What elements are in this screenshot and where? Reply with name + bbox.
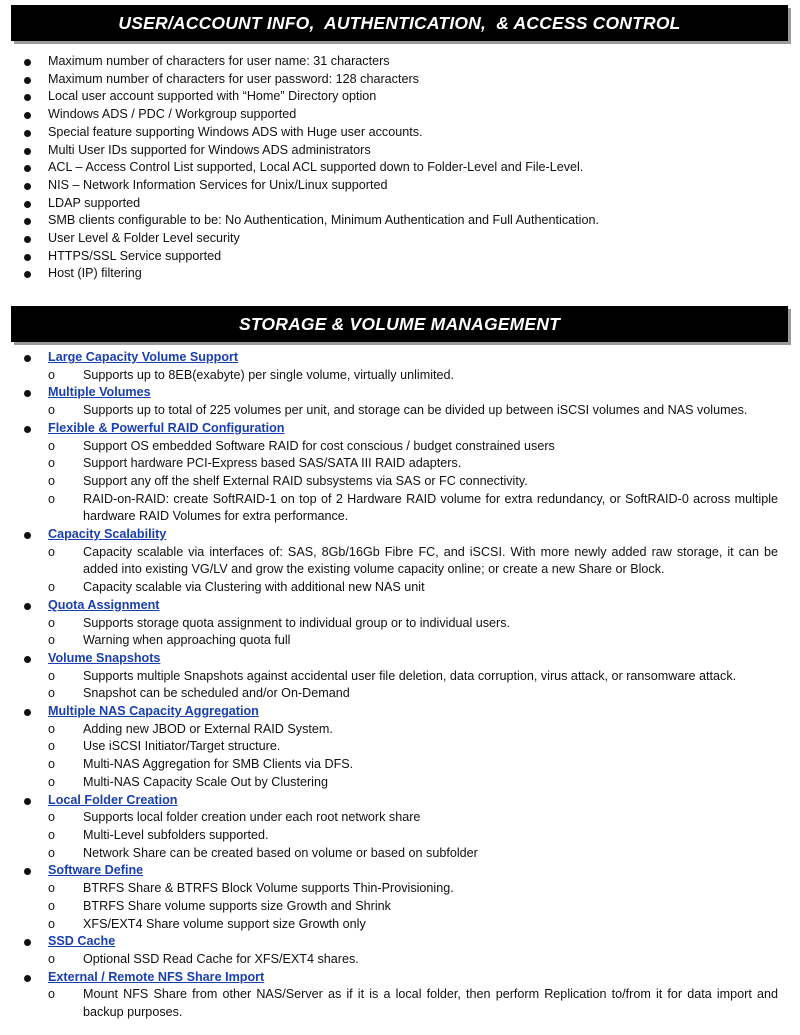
feature-detail-item — [0, 916, 800, 934]
bullet-dot-icon — [24, 183, 31, 190]
list-item-text: ACL – Access Control List supported, Local ACL supported down to Folder-Level and File-Level. — [48, 160, 584, 175]
feature-detail-item — [0, 845, 800, 863]
feature-heading-link[interactable]: Multiple Volumes — [48, 385, 151, 400]
list-item — [0, 248, 800, 266]
feature-detail-item — [0, 491, 800, 526]
sub-bullet-icon: o — [48, 438, 56, 453]
feature-detail-text: Use iSCSI Initiator/Target structure. — [83, 739, 281, 754]
feature-detail-text: Mount NFS Share from other NAS/Server as if it is a local folder, then perform Replication to/from it for data import and backup purposes. — [83, 987, 778, 1020]
feature-detail-text: Capacity scalable via interfaces of: SAS, 8Gb/16Gb Fibre FC, and iSCSI. With more newly added raw storage, it can be added into existing VG/LV and grow the existing volume capacity online; or create a new Share or Block. — [83, 544, 778, 577]
bullet-dot-icon — [24, 218, 31, 225]
feature-detail-item — [0, 438, 800, 456]
feature-detail-item — [0, 880, 800, 898]
feature-detail-text: XFS/EXT4 Share volume support size Growth only — [83, 916, 366, 931]
list-item-text: LDAP supported — [48, 195, 141, 210]
bullet-dot-icon — [24, 939, 31, 946]
feature-detail-text: Supports up to total of 225 volumes per unit, and storage can be divided up between iSCSI volumes and NAS volumes. — [83, 403, 748, 418]
feature-detail-text: Network Share can be created based on volume or based on subfolder — [83, 845, 478, 860]
bullet-dot-icon — [24, 148, 31, 155]
feature-detail-item — [0, 898, 800, 916]
list-item-text: Local user account supported with “Home” Directory option — [48, 89, 377, 104]
feature-detail-item — [0, 986, 800, 1021]
list-item-text: User Level & Folder Level security — [48, 231, 240, 246]
feature-detail-item — [0, 615, 800, 633]
sub-bullet-icon: o — [48, 739, 56, 754]
feature-heading-item — [0, 420, 800, 438]
bullet-dot-icon — [24, 94, 31, 101]
sub-bullet-icon: o — [48, 757, 56, 772]
feature-detail-text: Supports up to 8EB(exabyte) per single volume, virtually unlimited. — [83, 367, 454, 382]
sub-bullet-icon: o — [48, 987, 56, 1002]
feature-heading-item — [0, 703, 800, 721]
bullet-dot-icon — [24, 532, 31, 539]
sub-bullet-icon: o — [48, 810, 56, 825]
list-item-text: NIS – Network Information Services for Unix/Linux supported — [48, 177, 388, 192]
list-item-text: Multi User IDs supported for Windows ADS administrators — [48, 142, 371, 157]
sub-bullet-icon: o — [48, 456, 56, 471]
bullet-dot-icon — [24, 603, 31, 610]
bullet-dot-icon — [24, 77, 31, 84]
feature-detail-text: Support hardware PCI-Express based SAS/SATA III RAID adapters. — [83, 456, 462, 471]
bullet-dot-icon — [24, 201, 31, 208]
list-item-text: Maximum number of characters for user password: 128 characters — [48, 71, 419, 86]
section-title: USER/ACCOUNT INFO, AUTHENTICATION, & ACCESS CONTROL — [118, 12, 681, 33]
feature-detail-item — [0, 402, 800, 420]
sub-bullet-icon: o — [48, 721, 56, 736]
bullet-dot-icon — [24, 426, 31, 433]
sub-bullet-icon: o — [48, 580, 56, 595]
feature-heading-item — [0, 384, 800, 402]
bullet-dot-icon — [24, 709, 31, 716]
sub-bullet-icon: o — [48, 544, 56, 559]
feature-detail-text: Multi-NAS Capacity Scale Out by Clustering — [83, 774, 328, 789]
bullet-dot-icon — [24, 59, 31, 66]
list-item-text: Maximum number of characters for user name: 31 characters — [48, 54, 390, 68]
feature-heading-item — [0, 933, 800, 951]
bullet-dot-icon — [24, 254, 31, 261]
bullet-dot-icon — [24, 112, 31, 119]
bullet-dot-icon — [24, 271, 31, 278]
list-item-text: Host (IP) filtering — [48, 266, 142, 281]
sub-bullet-icon: o — [48, 403, 56, 418]
feature-heading-link[interactable]: SSD Cache — [48, 934, 116, 949]
feature-detail-item — [0, 738, 800, 756]
feature-heading-link[interactable]: Software Define — [48, 863, 144, 878]
bullet-dot-icon — [24, 130, 31, 137]
feature-detail-text: Warning when approaching quota full — [83, 633, 291, 648]
feature-detail-item — [0, 455, 800, 473]
sub-bullet-icon: o — [48, 898, 56, 913]
list-item — [0, 124, 800, 142]
sub-bullet-icon: o — [48, 615, 56, 630]
list-item-text: Special feature supporting Windows ADS with Huge user accounts. — [48, 124, 423, 139]
feature-detail-text: Adding new JBOD or External RAID System. — [83, 721, 333, 736]
feature-detail-item — [0, 809, 800, 827]
feature-heading-link[interactable]: External / Remote NFS Share Import — [48, 969, 265, 984]
feature-detail-text: Snapshot can be scheduled and/or On-Demand — [83, 686, 350, 701]
feature-detail-item — [0, 632, 800, 650]
list-item-text: SMB clients configurable to be: No Authentication, Minimum Authentication and Full Authentication. — [48, 213, 599, 228]
feature-detail-item — [0, 827, 800, 845]
section-title: STORAGE & VOLUME MANAGEMENT — [238, 313, 561, 334]
list-item — [0, 159, 800, 177]
list-item — [0, 177, 800, 195]
sub-bullet-icon: o — [48, 774, 56, 789]
sub-bullet-icon: o — [48, 633, 56, 648]
feature-heading-item — [0, 349, 800, 367]
feature-heading-link[interactable]: Flexible & Powerful RAID Configuration — [48, 420, 285, 435]
list-item — [0, 88, 800, 106]
feature-detail-text: Supports storage quota assignment to individual group or to individual users. — [83, 615, 511, 630]
bullet-dot-icon — [24, 390, 31, 397]
feature-heading-item — [0, 526, 800, 544]
list-item — [0, 195, 800, 213]
sub-bullet-icon: o — [48, 668, 56, 683]
feature-detail-item — [0, 756, 800, 774]
sub-bullet-icon: o — [48, 491, 56, 506]
feature-detail-text: Capacity scalable via Clustering with additional new NAS unit — [83, 580, 425, 595]
feature-heading-link[interactable]: Multiple NAS Capacity Aggregation — [48, 704, 259, 719]
bullet-dot-icon — [24, 355, 31, 362]
feature-detail-text: Support OS embedded Software RAID for cost conscious / budget constrained users — [83, 438, 555, 453]
list-item — [0, 71, 800, 89]
sub-bullet-icon: o — [48, 686, 56, 701]
feature-detail-item — [0, 685, 800, 703]
list-item — [0, 265, 800, 283]
feature-heading-item — [0, 650, 800, 668]
feature-heading-item — [0, 792, 800, 810]
feature-detail-item — [0, 951, 800, 969]
feature-heading-link[interactable]: Large Capacity Volume Support — [48, 350, 239, 364]
feature-detail-text: Optional SSD Read Cache for XFS/EXT4 shares. — [83, 951, 359, 966]
feature-heading-link[interactable]: Local Folder Creation — [48, 792, 178, 807]
bullet-dot-icon — [24, 868, 31, 875]
feature-detail-text: Multi-NAS Aggregation for SMB Clients via DFS. — [83, 757, 354, 772]
feature-detail-item — [0, 721, 800, 739]
list-item — [0, 53, 800, 71]
feature-detail-text: Support any off the shelf External RAID subsystems via SAS or FC connectivity. — [83, 473, 528, 488]
feature-detail-item — [0, 579, 800, 597]
list-item — [0, 230, 800, 248]
feature-detail-text: RAID-on-RAID: create SoftRAID-1 on top of 2 Hardware RAID volume for extra redundancy, or SoftRAID-0 across multiple hardware RAID Volumes for extra performance. — [83, 491, 778, 524]
list-item — [0, 106, 800, 124]
sub-bullet-icon: o — [48, 916, 56, 931]
storage-feature-list — [0, 349, 800, 1022]
section-banner-access-control — [11, 5, 788, 41]
feature-detail-item — [0, 774, 800, 792]
feature-detail-text: Supports local folder creation under each root network share — [83, 810, 421, 825]
sub-bullet-icon: o — [48, 473, 56, 488]
sub-bullet-icon: o — [48, 881, 56, 896]
bullet-dot-icon — [24, 798, 31, 805]
list-item — [0, 212, 800, 230]
feature-detail-text: Supports multiple Snapshots against accidental user file deletion, data corruption, virus attack, or ransomware attack. — [83, 668, 737, 683]
sub-bullet-icon: o — [48, 845, 56, 860]
feature-heading-link[interactable]: Quota Assignment — [48, 597, 160, 612]
sub-bullet-icon: o — [48, 827, 56, 842]
feature-heading-item — [0, 862, 800, 880]
feature-detail-text: Multi-Level subfolders supported. — [83, 827, 269, 842]
feature-detail-item — [0, 473, 800, 491]
list-item-text: Windows ADS / PDC / Workgroup supported — [48, 107, 297, 122]
feature-detail-item — [0, 367, 800, 385]
bullet-dot-icon — [24, 975, 31, 982]
access-control-list — [0, 53, 800, 283]
feature-heading-link[interactable]: Capacity Scalability — [48, 527, 167, 542]
list-item — [0, 142, 800, 160]
list-item-text: HTTPS/SSL Service supported — [48, 248, 222, 263]
feature-detail-item — [0, 668, 800, 686]
feature-detail-text: BTRFS Share & BTRFS Block Volume supports Thin-Provisioning. — [83, 881, 454, 896]
feature-heading-link[interactable]: Volume Snapshots — [48, 650, 161, 665]
feature-heading-item — [0, 969, 800, 987]
feature-heading-item — [0, 597, 800, 615]
bullet-dot-icon — [24, 236, 31, 243]
section-banner-storage — [11, 306, 788, 342]
sub-bullet-icon: o — [48, 951, 56, 966]
bullet-dot-icon — [24, 656, 31, 663]
sub-bullet-icon: o — [48, 367, 56, 382]
feature-detail-text: BTRFS Share volume supports size Growth and Shrink — [83, 898, 391, 913]
feature-detail-item — [0, 544, 800, 579]
bullet-dot-icon — [24, 165, 31, 172]
